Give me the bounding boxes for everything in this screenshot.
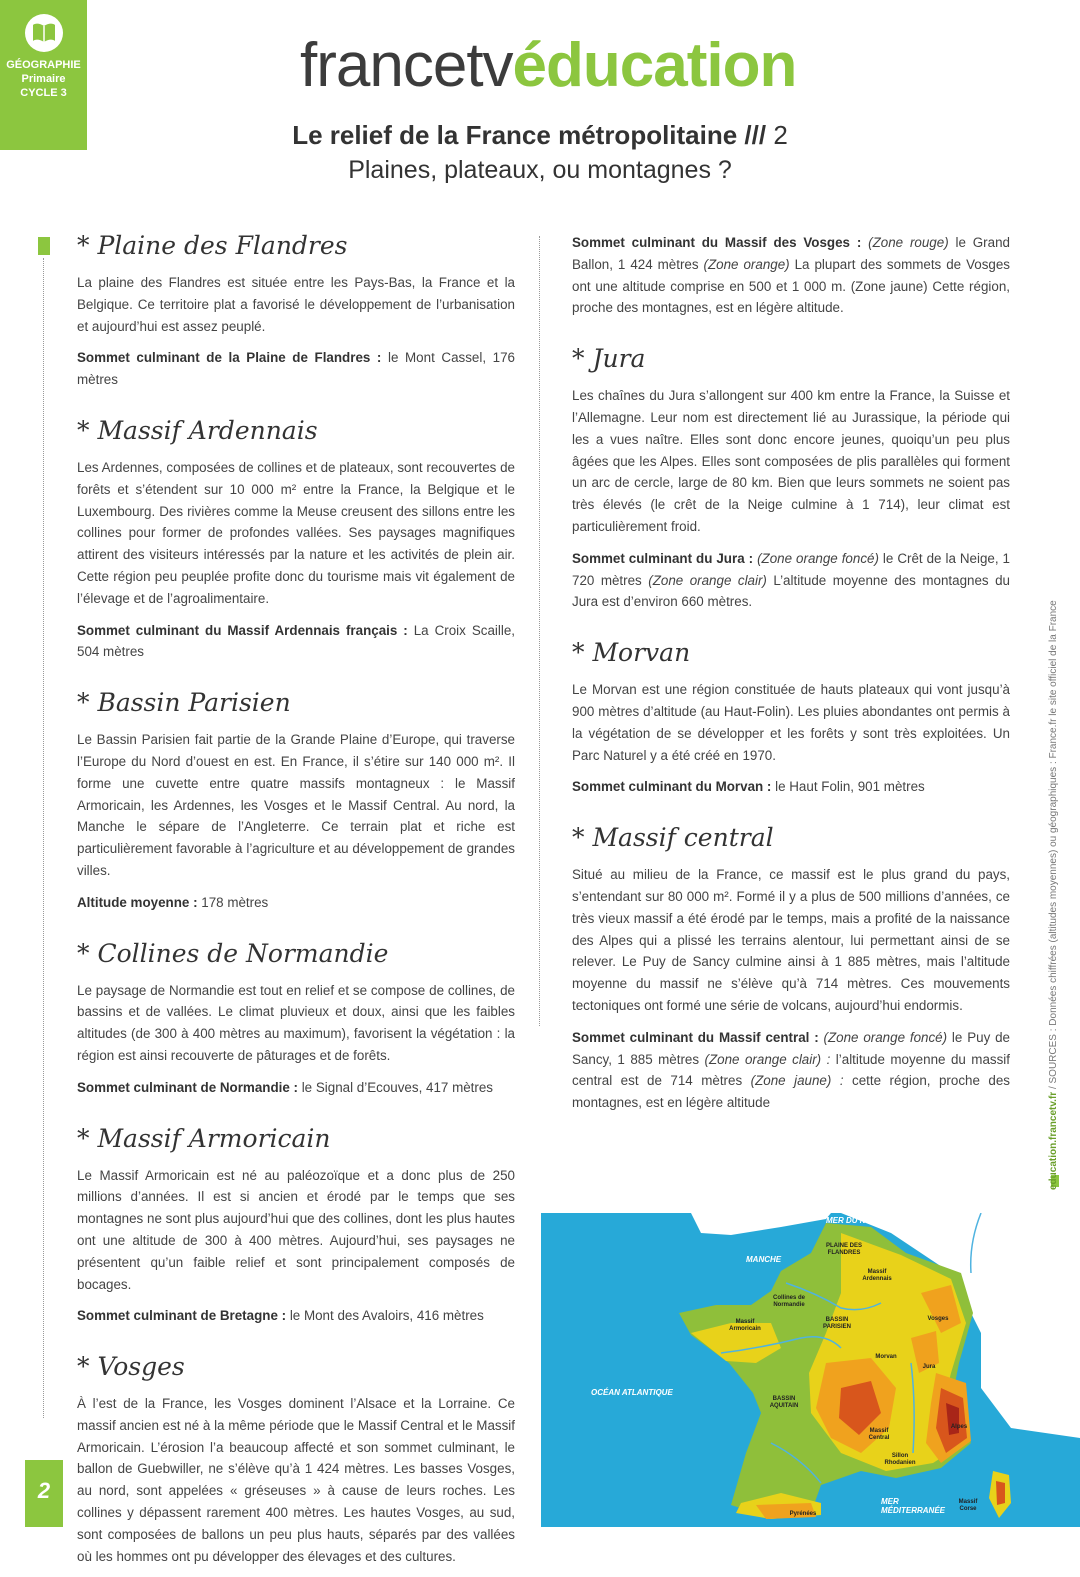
summit-ardennes: Sommet culminant du Massif Ardennais français : La Croix Scaille, 504 mètres <box>77 622 515 660</box>
map-label-pyrenees: Pyrénées <box>789 1511 817 1517</box>
left-rule <box>43 258 44 1418</box>
map-label-sillon: Sillon Rhodanien <box>884 1453 916 1466</box>
map-label-corse: Massif Corse <box>958 1499 978 1512</box>
map-label-morvan: Morvan <box>875 1354 897 1360</box>
section-text-bassin: Le Bassin Parisien fait partie de la Grande Plaine d’Europe, qui traverse l’Europe du Nord d’ouest en est. En France, il s’étire sur 140 000 m². Il forme une cuvette entre quatre massifs montagneux : le Massif Armoricain, les Ardennes, les Vosges et le Massif Central. Au nord, la Manche le sépare de l’Angleterre. Ce terrain plat et riche est particulièrement favorable à l’agriculture et au développement de grandes villes. <box>77 732 515 878</box>
section-text-flandres: La plaine des Flandres est située entre les Pays-Bas, la France et la Belgique. Ce territoire plat a favorisé le développement de l’urbanisation et aujourd’hui est assez peuplé. <box>77 275 515 334</box>
map-label-mer-nord: MER DU NORD <box>826 1216 884 1225</box>
map-label-flandres: PLAINE DES FLANDRES <box>826 1243 863 1256</box>
map-label-ardennais: Massif Ardennais <box>862 1269 892 1282</box>
summit-jura: Sommet culminant du Jura : (Zone orange foncé) le Crêt de la Neige, 1 720 mètres (Zone orange clair) L’altitude moyenne des montagnes du Jura est d’environ 660 mètres. <box>572 550 1011 610</box>
section-title-vosges: * Vosges <box>77 1352 185 1382</box>
section-title-ardennes: * Massif Ardennais <box>77 415 318 445</box>
book-icon <box>25 14 63 52</box>
map-label-normandie: Collines de Normandie <box>772 1295 805 1308</box>
map-label-armoricain: Massif Armoricain <box>729 1319 761 1332</box>
map-label-vosges: Vosges <box>927 1316 949 1322</box>
corsica-high <box>996 1481 1005 1505</box>
section-text-central: Situé au milieu de la France, ce massif est le plus grand du pays, s’entendant sur 80 000 m². Formé il y a plus de 500 millions d’années, ce très vieux massif a été érodé par le temps, mais a profité de la naissance des Alpes qui a plissé les terrains alentour, lui permettant ainsi de se relever. Le Puy de Sancy culmine ainsi à 1 885 mètres, mais l’altitude moyenne du massif ne s’élève qu’à 714 mètres. Ces mouvements tectoniques ont formé une série de volcans, aujourd’hui endormis. <box>572 867 1010 1013</box>
site-link[interactable]: education.francetv.fr <box>1048 1091 1059 1190</box>
section-text-ardennes: Les Ardennes, composées de collines et de plateaux, sont recouvertes de forêts et s’étendent sur 10 000 m² entre la France, la Belgique et le Luxembourg. Des rivières comme la Meuse creusent des sillons entre les collines pour former de profondes vallées. Ses paysages magnifiques attirent des visiteurs intéressés par la nature et les activités de plein air. Cette région peu peuplée profite donc du tourisme mais vit également de l’élevage et de l’agroalimentaire. <box>77 459 515 606</box>
column-divider <box>539 236 540 1026</box>
map-label-jura: Jura <box>922 1364 936 1370</box>
page-subtitle: Plaines, plateaux, ou montagnes ? <box>348 156 732 184</box>
section-title-jura: * Jura <box>572 344 646 374</box>
map-label-bassin-parisien: BASSIN PARISIEN <box>823 1317 851 1330</box>
section-title-flandres: * Plaine des Flandres <box>77 231 348 260</box>
map-label-ocean: OCÉAN ATLANTIQUE <box>591 1388 673 1397</box>
section-text-normandie: Le paysage de Normandie est tout en relief et se compose de collines, de bassins et de vallées. Le climat pluvieux et doux, ainsi que les faibles altitudes (de 300 à 400 mètres au maximum), favorisent la végétation : la région est ainsi recouverte de pâturages et de forêts. <box>77 982 515 1063</box>
map-label-central: Massif Central <box>868 1428 890 1441</box>
section-text-morvan: Le Morvan est une région constituée de hauts plateaux qui vont jusqu’à 900 mètres d’altitude (au Haut-Folin). Les pluies abondantes ont permis à la végétation de se développer et les forêts y sont très exploitées. Un Parc Naturel y a été créé en 1970. <box>572 682 1010 763</box>
relief-map <box>541 1213 1080 1527</box>
summit-central: Sommet culminant du Massif central : (Zone orange foncé) le Puy de Sancy, 1 885 mètres (Zone orange clair) : l’altitude moyenne du massif central est de 714 mètres (Zone jaune) : cette région, proche des montagnes, est en légère altitude <box>572 1029 1010 1111</box>
map-label-med: MER MÉDITERRANÉE <box>881 1497 946 1515</box>
uk-land <box>691 1213 831 1235</box>
subject-label: GÉOGRAPHIE <box>6 59 81 71</box>
map-label-aquitain: BASSIN AQUITAIN <box>769 1396 799 1409</box>
section-title-armoricain: * Massif Armoricain <box>77 1123 331 1153</box>
summit-flandres: Sommet culminant de la Plaine de Flandres : le Mont Cassel, 176 mètres <box>77 350 515 388</box>
left-column <box>77 228 515 1577</box>
level-label: Primaire <box>21 73 66 85</box>
section-text-jura: Les chaînes du Jura s’allongent sur 400 km entre la France, la Suisse et l’Allemagne. Leur nom est directement lié au Jurassique, la période qui les a vues naître. Elles sont donc encore jeunes, quoiqu’un peu plus âgées que les Alpes. Elles sont composées de plis parallèles qui forment un arc de cercle, large de 80 km. Bien que leurs sommets ne soient pas très élevés (le crêt de la Neige culmine à 1 714), leur climat est particulièrement froid. <box>572 388 1010 534</box>
francetv-education-logo: francetvéducation <box>300 31 797 100</box>
france-relief-svg <box>541 1213 1080 1527</box>
page-title: Le relief de la France métropolitaine /// 2 <box>292 120 788 150</box>
map-label-alpes: Alpes <box>950 1424 968 1430</box>
section-title-bassin: * Bassin Parisien <box>77 688 291 718</box>
section-title-morvan: * Morvan <box>572 638 691 668</box>
right-column <box>572 232 1010 1136</box>
section-title-central: * Massif central <box>572 823 774 853</box>
sources-sidebar: education.francetv.fr / SOURCES : Données chiffrées (altitudes moyennes) ou géographiques : France.fr le site officiel de la France <box>1048 600 1059 1190</box>
summit-normandie: Sommet culminant de Normandie : le Signal d’Ecouves, 417 mètres <box>77 1079 493 1095</box>
summit-bassin: Altitude moyenne : 178 mètres <box>77 894 269 910</box>
map-label-manche: MANCHE <box>746 1255 782 1264</box>
page-number: 2 <box>25 1460 63 1527</box>
summit-armoricain: Sommet culminant de Bretagne : le Mont des Avaloirs, 416 mètres <box>77 1308 484 1324</box>
summit-morvan: Sommet culminant du Morvan : le Haut Folin, 901 mètres <box>572 779 925 795</box>
cycle-label: CYCLE 3 <box>20 87 67 99</box>
summit-vosges: Sommet culminant du Massif des Vosges : (Zone rouge) le Grand Ballon, 1 424 mètres (Zone orange) La plupart des sommets de Vosges ont une altitude comprise en 500 et 1 000 m. (Zone jaune) Cette région, proche des montagnes, est en légère altitude. <box>572 235 1010 316</box>
section-marker <box>38 237 50 255</box>
section-text-vosges: À l’est de la France, les Vosges dominent l’Alsace et la Lorraine. Ce massif ancien est né à la même période que le Massif Central et le Massif Armoricain. L’érosion l’a beaucoup affecté et son sommet culminant, le ballon de Guebwiller, ne s’élève qu’à 1 424 mètres. Les basses Vosges, au nord, sont appelées « gréseuses » à cause de leurs roches. Les collines y dépassent rarement 400 mètres. Les hautes Vosges, au sud, sont composées de ballons un peu plus hauts, séparés par des vallées où les hommes ont pu développer des élevages et des cultures. <box>77 1396 515 1564</box>
section-title-normandie: * Collines de Normandie <box>77 938 389 968</box>
section-text-armoricain: Le Massif Armoricain est né au paléozoïque et a donc plus de 250 millions d’années. Il est si ancien et érodé par le temps que ses montagnes ne sont plus aujourd’hui que des collines, dont les plus hautes ont une altitude de 300 à 400 mètres. Aujourd’hui, ses paysages ne présentent qu’un faible relief et sont principalement composés de bocages. <box>77 1167 515 1292</box>
